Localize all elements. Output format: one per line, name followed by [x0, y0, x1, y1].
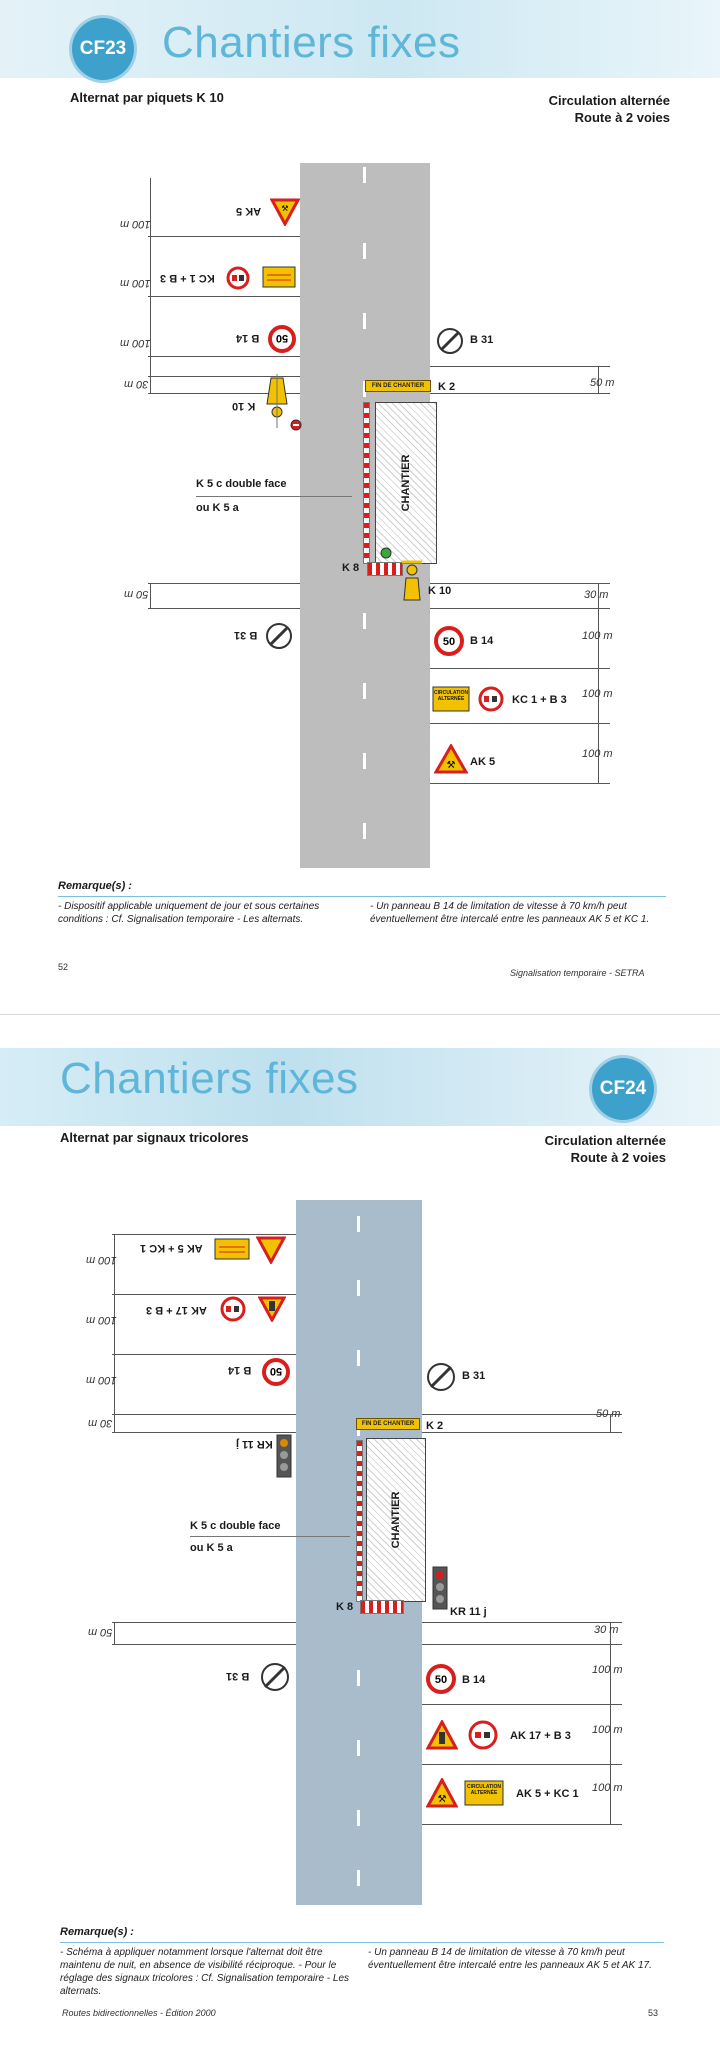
b3-sign — [226, 266, 250, 295]
k10-flagman-right — [400, 556, 424, 609]
dim-right-100m: 100 m — [592, 1664, 623, 1676]
remarks-divider — [58, 896, 666, 897]
ak17-sign-right — [426, 1720, 458, 1755]
b14-label-left: B 14 — [236, 332, 260, 344]
k5c-leader — [196, 496, 352, 497]
distance-line — [148, 236, 300, 237]
speed-value: 50 — [442, 636, 456, 648]
traffic-type-line2: Route à 2 voies — [570, 1150, 666, 1165]
lane-marking — [357, 1216, 360, 1232]
distance-line — [148, 608, 300, 609]
kc1-panel-right — [464, 1780, 504, 1811]
page-divider — [0, 1014, 720, 1015]
traffic-light-right — [432, 1566, 448, 1615]
distance-line — [430, 393, 610, 394]
distance-line — [112, 1354, 296, 1355]
lane-marking — [363, 823, 366, 839]
traffic-type — [476, 1132, 666, 1166]
k10-label-left: K 10 — [232, 400, 256, 412]
work-zone — [366, 1438, 426, 1602]
b3-sign-right — [478, 686, 504, 717]
page-subtitle: Alternat par signaux tricolores — [60, 1130, 249, 1145]
page-title: Chantiers fixes — [162, 18, 461, 67]
k8-chevron-panel — [367, 562, 403, 576]
ak5-kc1-label-right: AK 5 + KC 1 — [516, 1788, 579, 1800]
b31-label-left: B 31 — [234, 629, 258, 641]
dim-right-100m: 100 m — [582, 748, 613, 760]
work-zone — [375, 402, 437, 564]
traffic-light-left — [276, 1434, 292, 1483]
distance-line — [430, 366, 610, 367]
k5c-label: K 5 c double face — [196, 478, 287, 490]
distance-line — [422, 1622, 622, 1623]
distance-line — [112, 1432, 296, 1433]
k10-label-right: K 10 — [428, 585, 452, 597]
distance-line — [112, 1644, 296, 1645]
k5a-label: ou K 5 a — [196, 502, 239, 514]
dim-left-100m: 100 m — [120, 277, 151, 289]
remark-left: - Dispositif applicable uniquement de jour et sous certaines conditions : Cf. Signalisation temporaire - Les alternats. — [58, 901, 320, 925]
lane-marking — [357, 1740, 360, 1756]
page-cf24 — [0, 1040, 720, 2058]
distance-line — [422, 1432, 622, 1433]
b14-sign-left — [262, 1358, 290, 1391]
kc1-panel-right — [432, 686, 470, 717]
traffic-type — [480, 92, 670, 126]
b14-sign-right — [426, 1664, 456, 1699]
ak5-label: AK 5 — [236, 205, 262, 217]
traffic-type-line1: Circulation alternée — [548, 93, 670, 108]
k10-flagman-left — [263, 374, 291, 433]
k8-label: K 8 — [342, 562, 360, 574]
remark-right: - Un panneau B 14 de limitation de vitesse à 70 km/h peut éventuellement être intercalé entre les panneaux AK 5 et AK 17. — [368, 1947, 652, 1971]
ak5-sign — [270, 198, 300, 231]
distance-line — [430, 723, 610, 724]
kr11-label-left: KR 11 j — [236, 1438, 273, 1450]
cf23-badge: CF23 — [72, 18, 134, 80]
lane-marking — [357, 1670, 360, 1686]
remarks-title: Remarque(s) : — [58, 880, 132, 892]
fin-de-chantier-panel: FIN DE CHANTIER — [356, 1418, 420, 1430]
distance-line — [112, 1234, 296, 1235]
distance-line — [112, 1414, 296, 1415]
distance-line — [422, 1644, 622, 1645]
speed-value: 50 — [269, 1365, 283, 1377]
b14-label-left: B 14 — [228, 1364, 252, 1376]
b14-label-right: B 14 — [470, 635, 494, 647]
ak5-sign-left — [256, 1236, 286, 1269]
dim-left-100m: 100 m — [86, 1254, 117, 1266]
lane-marking — [357, 1870, 360, 1886]
dim-right-100m: 100 m — [582, 688, 613, 700]
svg-text:⚒: ⚒ — [437, 1794, 447, 1805]
speed-value: 50 — [434, 1674, 448, 1686]
kr11-label-right: KR 11 j — [450, 1606, 487, 1618]
b3-sign-right — [468, 1720, 498, 1755]
ak17-b3-label-left: AK 17 + B 3 — [146, 1304, 207, 1316]
b14-label-right: B 14 — [462, 1674, 486, 1686]
distance-line — [112, 1622, 296, 1623]
distance-line — [112, 1294, 296, 1295]
kc1-panel-text: CIRCULATION ALTERNÉE — [434, 690, 469, 702]
dim-right-50m: 50 m — [596, 1408, 621, 1420]
dim-left-100m: 100 m — [120, 218, 151, 230]
k5c-label: K 5 c double face — [190, 1520, 281, 1532]
dim-right-100m: 100 m — [582, 630, 613, 642]
dimension-axis — [150, 583, 151, 608]
dim-left-50m: 50 m — [88, 1626, 113, 1638]
kc1-b3-label: KC 1 + B 3 — [160, 272, 215, 284]
b31-sign-right — [426, 1362, 456, 1397]
lane-marking — [363, 613, 366, 629]
remark-left: - Schéma à appliquer notamment lorsque l'alternat doit être maintenu de nuit, en absence de visibilité réciproque. - Pour le réglage des signaux tricolores : Cf. Signalisation temporaire - Les alternats. — [60, 1947, 350, 1997]
distance-line — [422, 1704, 622, 1705]
page-footer: Signalisation temporaire - SETRA — [510, 968, 645, 978]
kc1-panel — [262, 266, 296, 293]
lane-marking — [363, 243, 366, 259]
distance-line — [148, 296, 300, 297]
speed-value: 50 — [275, 332, 289, 344]
dim-right-100m: 100 m — [592, 1782, 623, 1794]
distance-line — [422, 1764, 622, 1765]
svg-text:⚒: ⚒ — [281, 204, 289, 213]
remarks-title: Remarque(s) : — [60, 1926, 134, 1938]
lane-marking — [357, 1350, 360, 1366]
page-footer: Routes bidirectionnelles - Édition 2000 — [62, 2008, 216, 2018]
dim-left-100m: 100 m — [86, 1374, 117, 1386]
ak17-sign-left — [258, 1296, 286, 1327]
lane-marking — [363, 313, 366, 329]
distance-line — [422, 1824, 622, 1825]
kc1-panel-left — [214, 1238, 250, 1265]
lane-marking — [363, 167, 366, 183]
b31-label-left: B 31 — [226, 1670, 250, 1682]
distance-line — [430, 583, 610, 584]
work-zone-label: CHANTIER — [400, 454, 412, 512]
distance-line — [430, 783, 610, 784]
fin-de-chantier-panel: FIN DE CHANTIER — [365, 380, 431, 392]
page-subtitle: Alternat par piquets K 10 — [70, 90, 224, 105]
b14-sign-right — [434, 626, 464, 661]
dim-left-30m: 30 m — [88, 1417, 113, 1429]
distance-line — [422, 1414, 622, 1415]
dim-right-50m: 50 m — [590, 377, 615, 389]
remark-right: - Un panneau B 14 de limitation de vitesse à 70 km/h peut éventuellement être intercalé entre les panneaux AK 5 et KC 1. — [370, 901, 650, 925]
distance-line — [430, 608, 610, 609]
b31-label-right: B 31 — [462, 1370, 486, 1382]
dim-left-100m: 100 m — [120, 337, 151, 349]
distance-line — [148, 583, 300, 584]
page-cf23 — [0, 0, 720, 1010]
svg-text:⚒: ⚒ — [446, 760, 456, 771]
b31-label-right: B 31 — [470, 334, 494, 346]
ak5-sign-right — [426, 1778, 458, 1813]
b14-sign-left — [268, 325, 296, 358]
k8-label: K 8 — [336, 1601, 354, 1613]
dim-left-100m: 100 m — [86, 1314, 117, 1326]
lane-marking — [357, 1280, 360, 1296]
k2-label: K 2 — [426, 1420, 444, 1432]
dimension-axis — [114, 1622, 115, 1644]
kc1-panel-text: CIRCULATION ALTERNÉE — [466, 1784, 502, 1796]
b31-sign-right — [436, 327, 464, 360]
page-title: Chantiers fixes — [60, 1054, 359, 1103]
k5c-cone-line — [356, 1440, 363, 1602]
b3-sign-left — [220, 1296, 246, 1327]
k8-chevron-panel — [360, 1600, 404, 1614]
ak5-label-right: AK 5 — [470, 756, 496, 768]
lane-marking — [363, 753, 366, 769]
dim-right-100m: 100 m — [592, 1724, 623, 1736]
ak5-kc1-label-left: AK 5 + KC 1 — [140, 1242, 203, 1254]
kc1-b3-label-right: KC 1 + B 3 — [512, 694, 567, 706]
dim-left-50m: 50 m — [124, 588, 149, 600]
k10-paddle — [290, 418, 302, 436]
k5c-cone-line — [363, 402, 370, 564]
page-number: 53 — [648, 2008, 659, 2018]
lane-marking — [357, 1810, 360, 1826]
cf24-badge: CF24 — [592, 1058, 654, 1120]
b31-sign-left — [260, 1662, 290, 1697]
dim-right-30m: 30 m — [594, 1624, 619, 1636]
b31-sign-left — [265, 622, 293, 655]
dim-right-30m: 30 m — [584, 589, 609, 601]
traffic-type-line1: Circulation alternée — [544, 1133, 666, 1148]
ak17-b3-label-right: AK 17 + B 3 — [510, 1730, 571, 1742]
page-number: 52 — [58, 962, 69, 972]
work-zone-label: CHANTIER — [390, 1491, 402, 1549]
traffic-type-line2: Route à 2 voies — [574, 110, 670, 125]
remarks-divider — [60, 1942, 664, 1943]
k5c-leader — [190, 1536, 350, 1537]
k2-label: K 2 — [438, 381, 456, 393]
green-paddle — [380, 546, 392, 564]
distance-line — [430, 668, 610, 669]
lane-marking — [363, 683, 366, 699]
ak5-sign-right — [434, 744, 468, 779]
dim-left-30m: 30 m — [124, 378, 149, 390]
k5a-label: ou K 5 a — [190, 1542, 233, 1554]
